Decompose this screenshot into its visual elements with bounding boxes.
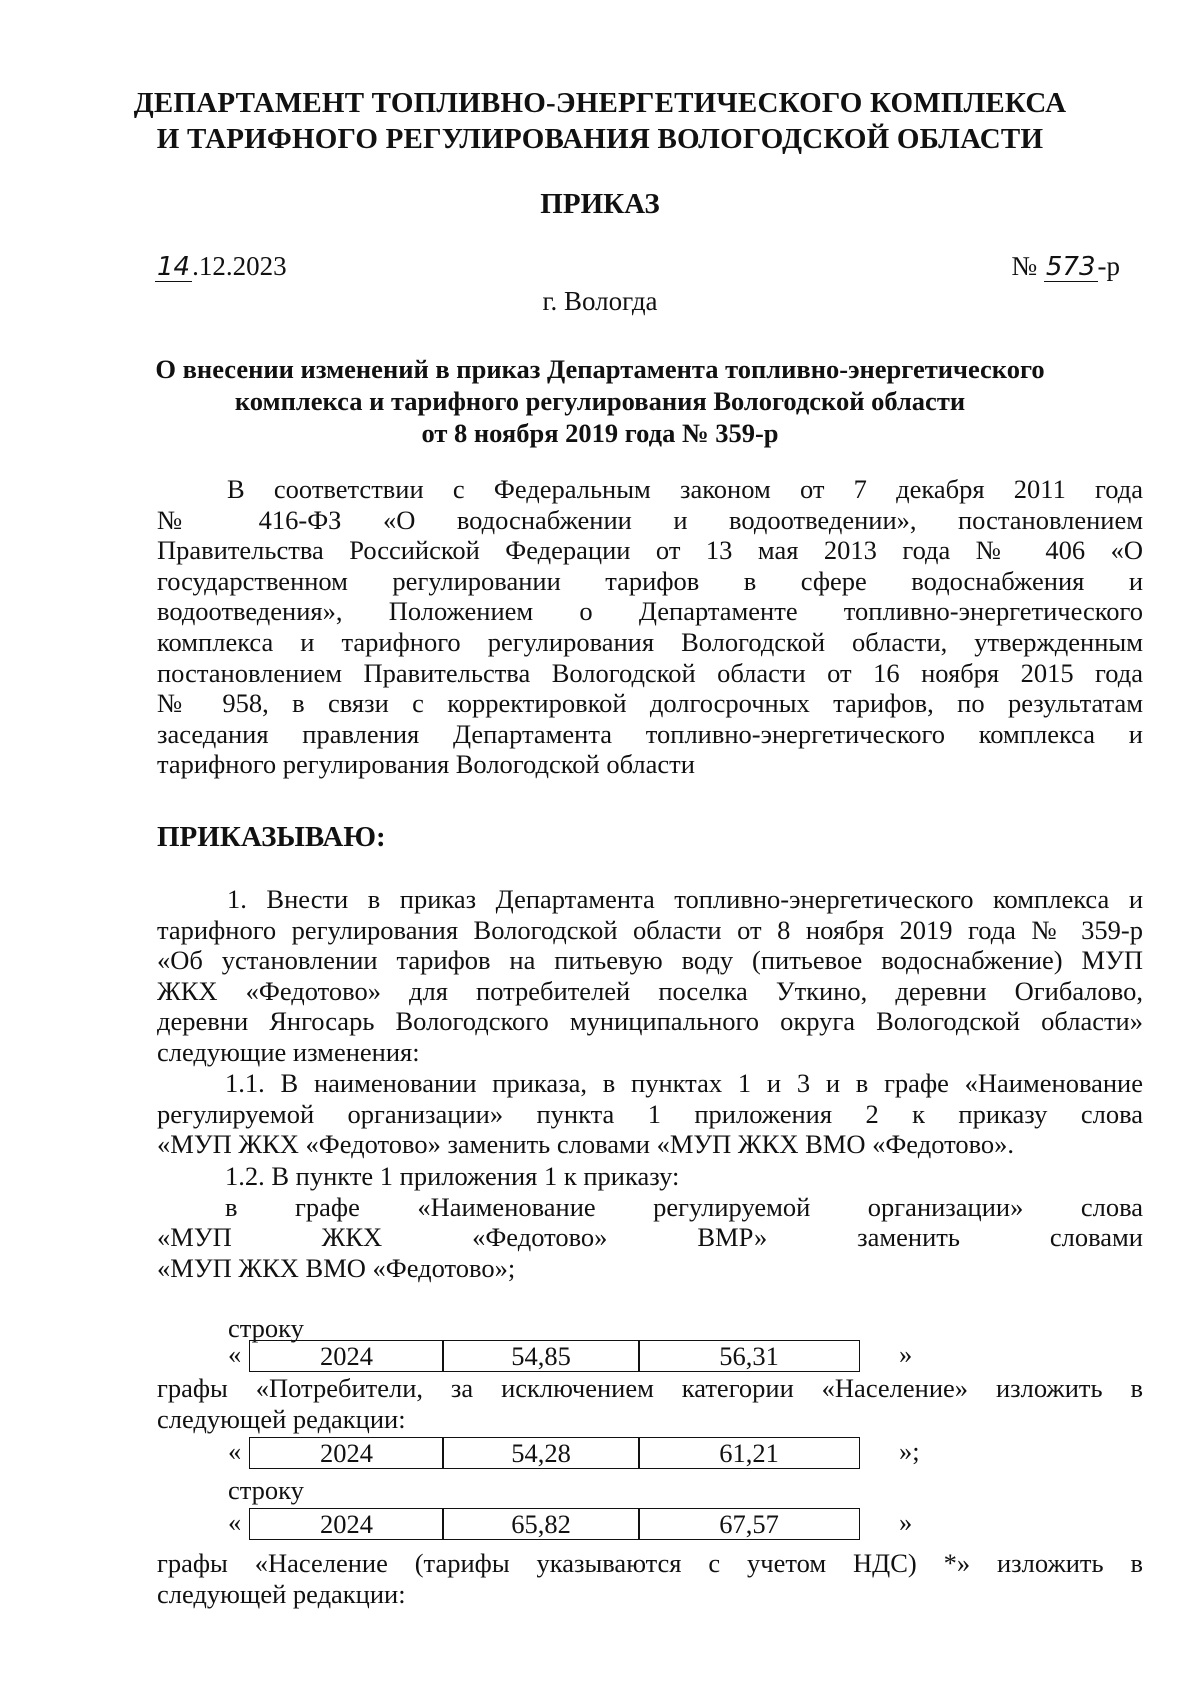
- quote-open: «: [228, 1436, 242, 1466]
- preamble-line: заседания правления Департамента топливно-энергетического комплекса и: [157, 718, 1143, 749]
- preamble-line: № 416-ФЗ «О водоснабжении и водоотведении», постановлением: [157, 504, 1143, 535]
- number-prefix: №: [1011, 251, 1038, 281]
- preamble-line: комплекса и тарифного регулирования Вологодской области, утвержденным: [157, 626, 1143, 657]
- preamble-line: В соответствии с Федеральным законом от 7 декабря 2011 года: [227, 474, 1143, 504]
- document-type: ПРИКАЗ: [540, 188, 660, 220]
- decree-word: ПРИКАЗЫВАЮ:: [157, 821, 386, 853]
- item-1-1-line: 1.1. В наименовании приказа, в пунктах 1 и 3 и в графе «Наименование: [225, 1068, 1143, 1098]
- consumers-paragraph: [157, 1373, 1143, 1434]
- item-1-1-line: «МУП ЖКХ «Федотово» заменить словами «МУП ЖКХ ВМО «Федотово».: [157, 1129, 1015, 1160]
- preamble-line: Правительства Российской Федерации от 13 мая 2013 года № 406 «О: [157, 535, 1143, 566]
- cell-year: 2024: [249, 1340, 444, 1372]
- department-line-2: И ТАРИФНОГО РЕГУЛИРОВАНИЯ ВОЛОГОДСКОЙ ОБЛАСТИ: [156, 123, 1044, 155]
- preamble-line: постановлением Правительства Вологодской области от 16 ноября 2015 года: [157, 657, 1143, 688]
- population-line: следующей редакции:: [157, 1578, 406, 1609]
- item-1-2-paragraph: [157, 1161, 1143, 1283]
- department-line-1: ДЕПАРТАМЕНТ ТОПЛИВНО-ЭНЕРГЕТИЧЕСКОГО КОМПЛЕКСА: [133, 87, 1067, 119]
- item-1-2-line: «МУП ЖКХ ВМО «Федотово»;: [157, 1252, 516, 1283]
- item-1-line: тарифного регулирования Вологодской области от 8 ноября 2019 года № 359-р: [157, 914, 1143, 945]
- cell-tariff-first-half: 54,85: [442, 1340, 640, 1372]
- consumers-line: графы «Потребители, за исключением категории «Население» изложить в: [157, 1373, 1143, 1403]
- preamble-line: № 958, в связи с корректировкой долгосрочных тарифов, по результатам: [157, 688, 1143, 719]
- document-number: [1011, 250, 1120, 282]
- quote-close: »;: [899, 1436, 920, 1466]
- subject-line-3: от 8 ноября 2019 года № 359-р: [421, 418, 779, 448]
- cell-tariff-first-half: 65,82: [442, 1508, 640, 1540]
- preamble-paragraph: [157, 474, 1143, 780]
- preamble-line: водоотведения», Положением о Департаменте топливно-энергетического: [157, 596, 1143, 627]
- item-1-paragraph: [157, 884, 1143, 1068]
- cell-tariff-second-half: 67,57: [638, 1508, 860, 1540]
- item-1-2-line: «МУП ЖКХ «Федотово» ВМР» заменить словами: [157, 1222, 1143, 1253]
- quote-open: «: [228, 1339, 242, 1369]
- cell-year: 2024: [249, 1437, 444, 1469]
- cell-tariff-second-half: 56,31: [638, 1340, 860, 1372]
- label-line: строку: [228, 1313, 304, 1343]
- document-city: г. Вологда: [542, 286, 658, 316]
- cell-tariff-first-half: 54,28: [442, 1437, 640, 1469]
- item-1-line: «Об установлении тарифов на питьевую воду (питьевое водоснабжение) МУП: [157, 945, 1143, 976]
- subject-line-2: комплекса и тарифного регулирования Вологодской области: [234, 386, 966, 416]
- item-1-line: деревни Янгосарь Вологодского муниципального округа Вологодской области»: [157, 1006, 1143, 1037]
- number-suffix: -р: [1097, 251, 1120, 281]
- quote-open: «: [228, 1507, 242, 1537]
- item-1-2-line: 1.2. В пункте 1 приложения 1 к приказу:: [225, 1161, 680, 1191]
- preamble-line: государственном регулировании тарифов в сфере водоснабжения и: [157, 565, 1143, 596]
- date-rest: .12.2023: [192, 251, 287, 281]
- quote-close: »: [899, 1507, 913, 1537]
- item-1-line: 1. Внести в приказ Департамента топливно-энергетического комплекса и: [227, 884, 1143, 914]
- item-1-line: ЖКХ «Федотово» для потребителей поселка Уткино, деревни Огибалово,: [157, 975, 1143, 1006]
- department-header: [0, 85, 1200, 157]
- document-subject: [150, 353, 1050, 449]
- cell-tariff-second-half: 61,21: [638, 1437, 860, 1469]
- item-1-2-line: в графе «Наименование регулируемой организации» слова: [225, 1191, 1143, 1222]
- number-handwritten: 573: [1045, 252, 1096, 282]
- cell-year: 2024: [249, 1508, 444, 1540]
- consumers-line: следующей редакции:: [157, 1403, 406, 1434]
- item-1-line: следующие изменения:: [157, 1036, 420, 1067]
- document-date: [155, 250, 287, 282]
- quote-close: »: [899, 1339, 913, 1369]
- label-line: строку: [228, 1475, 304, 1505]
- population-line: графы «Население (тарифы указываются с учетом НДС) *» изложить в: [157, 1548, 1143, 1578]
- item-1-1-paragraph: [157, 1068, 1143, 1160]
- date-day-handwritten: 14: [157, 252, 191, 282]
- preamble-line: тарифного регулирования Вологодской области: [157, 749, 695, 780]
- subject-line-1: О внесении изменений в приказ Департамента топливно-энергетического: [155, 354, 1045, 384]
- population-paragraph: [157, 1548, 1143, 1609]
- item-1-1-line: регулируемой организации» пункта 1 приложения 2 к приказу слова: [157, 1098, 1143, 1129]
